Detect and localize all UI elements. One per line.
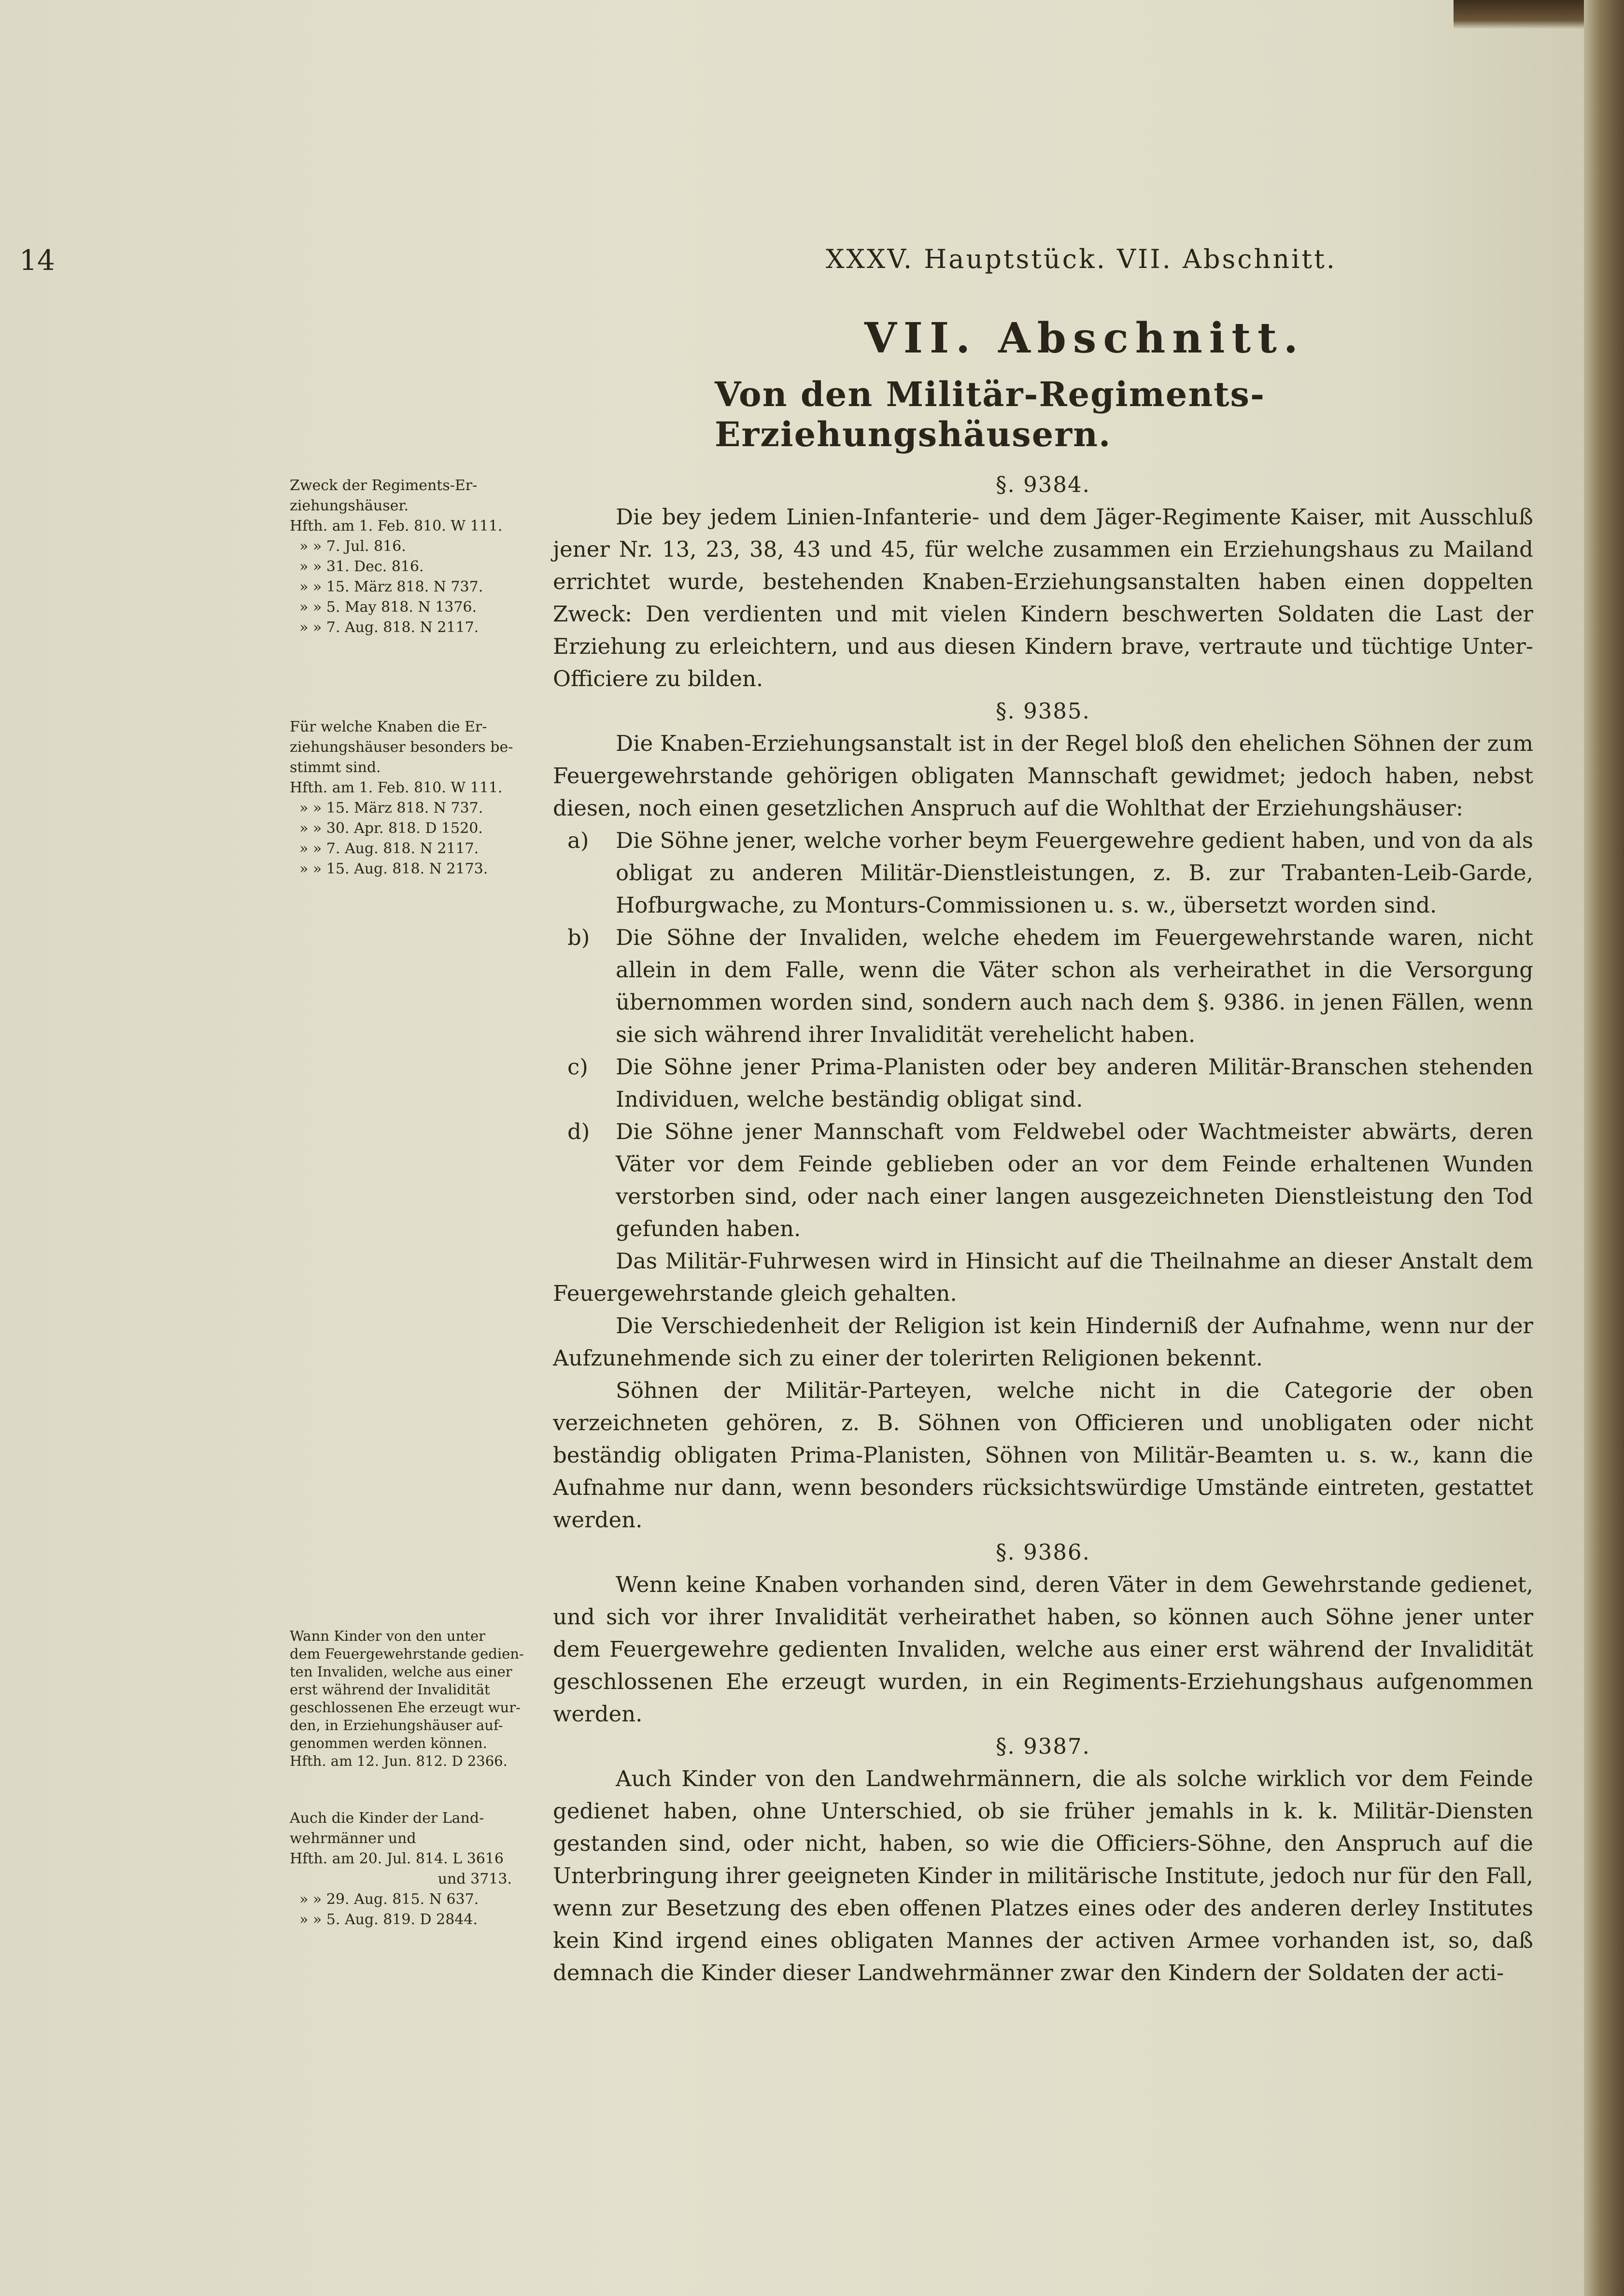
margin-line: Wann Kinder von den unter [290, 1628, 485, 1644]
page-number: 14 [19, 244, 55, 277]
chapter-subtitle: Von den Militär-Regiments-Erziehungshäusern. [715, 374, 1266, 454]
list-item-text: Die Söhne jener, welche vorher beym Feuergewehre gedient haben, und von da als obligat zu anderen Militär-Dienstleistungen, z. B. zur Trabanten-Leib-Garde, Hofburgwache, zu Monturs-Commissionen u. s. w., übersetzt worden sind. [616, 828, 1533, 918]
margin-line: Zweck der Regiments-Er- [290, 477, 478, 494]
chapter-title: VII. Abschnitt. [864, 314, 1305, 363]
margin-note-purpose [290, 476, 522, 638]
list-item [553, 824, 1533, 921]
section-heading-9384: §. 9384. [996, 472, 1090, 497]
margin-line: geschlossenen Ehe erzeugt wur- [290, 1699, 521, 1716]
margin-line: » » 15. März 818. N 737. [299, 800, 483, 817]
section-heading-9386: §. 9386. [996, 1539, 1090, 1565]
margin-line: Hfth. am 1. Feb. 810. W 111. [290, 518, 503, 535]
book-spine [1584, 0, 1624, 2296]
margin-line: Hfth. am 20. Jul. 814. L 3616 [290, 1850, 504, 1867]
margin-line: » » 5. Aug. 819. D 2844. [299, 1911, 478, 1928]
margin-line: genommen werden können. [290, 1735, 487, 1751]
margin-line: wehrmänner und [290, 1830, 416, 1847]
margin-line: Hfth. am 12. Jun. 812. D 2366. [290, 1753, 508, 1769]
main-text [553, 468, 1533, 1989]
margin-line: » » 7. Aug. 818. N 2117. [299, 619, 479, 636]
margin-line: Hfth. am 1. Feb. 810. W 111. [290, 779, 503, 796]
margin-line: dem Feuergewehrstande gedien- [290, 1646, 524, 1662]
paragraph-9386: Wenn keine Knaben vorhanden sind, deren Väter in dem Gewehrstande gedienet, und sich vor ihrer Invalidität verheirathet haben, so können auch Söhne jener unter dem Feuergewehre gedienten Invaliden, welche aus einer erst während der Invalidität geschlossenen Ehe erzeugt wurden, in ein Regiments-Erziehungshaus aufgenommen werden. [553, 1572, 1533, 1727]
section-heading-9385: §. 9385. [996, 698, 1090, 724]
margin-line: stimmt sind. [290, 759, 381, 776]
list-item [553, 1051, 1533, 1115]
running-title: XXXV. Hauptstück. VII. Abschnitt. [826, 244, 1337, 274]
page-edge-shadow [1454, 0, 1584, 29]
margin-line: ziehungshäuser. [290, 497, 409, 514]
margin-line: » » 31. Dec. 816. [299, 558, 424, 575]
paragraph-9385-intro: Die Knaben-Erziehungsanstalt ist in der Regel bloß den ehelichen Söhnen der zum Feuergewehrstande gehörigen obligaten Mannschaft gewidmet; jedoch haben, nebst diesen, noch einen gesetzlichen Anspruch auf die Wohlthat der Erziehungshäuser: [553, 731, 1533, 821]
margin-line: Auch die Kinder der Land- [290, 1810, 484, 1827]
margin-line: » » 29. Aug. 815. N 637. [299, 1891, 479, 1908]
paragraph-parteyen: Söhnen der Militär-Parteyen, welche nicht in die Categorie der oben verzeichneten gehören, z. B. Söhnen von Officieren und unobligaten oder nicht beständig obligaten Prima-Planisten, Söhnen von Militär-Beamten u. s. w., kann die Aufnahme nur dann, wenn besonders rücksichtswürdige Umstände eintreten, gestattet werden. [553, 1378, 1533, 1533]
list-item-label: d) [567, 1119, 590, 1144]
list-item-label: b) [567, 925, 590, 950]
list-item-label: c) [567, 1054, 588, 1080]
paragraph-9387: Auch Kinder von den Landwehrmännern, die als solche wirklich vor dem Feinde gedienet haben, ohne Unterschied, ob sie früher jemahls in k. k. Militär-Diensten gestanden sind, oder nicht, haben, so wie die Officiers-Söhne, den Anspruch auf die Unterbringung ihrer geeigneten Kinder in militärische Institute, jedoch nur für den Fall, wenn zur Besetzung des eben offenen Platzes eines oder des anderen derley Institutes kein Kind irgend eines obligaten Mannes der activen Armee vorhanden ist, so, daß demnach die Kinder dieser Landwehrmänner zwar den Kindern der Soldaten der acti- [553, 1766, 1533, 1986]
list-item [553, 1115, 1533, 1245]
margin-line: ziehungshäuser besonders be- [290, 739, 513, 756]
page-header [0, 244, 1589, 282]
margin-line: » » 15. März 818. N 737. [299, 578, 483, 595]
margin-line: ten Invaliden, welche aus einer [290, 1663, 512, 1680]
margin-note-eligibility [290, 717, 522, 879]
margin-line: Für welche Knaben die Er- [290, 718, 487, 735]
margin-line: » » 30. Apr. 818. D 1520. [299, 820, 483, 837]
margin-line: erst während der Invalidität [290, 1681, 490, 1698]
margin-line: » » 7. Aug. 818. N 2117. [299, 840, 479, 857]
paragraph-religion: Die Verschiedenheit der Religion ist kein Hinderniß der Aufnahme, wenn nur der Aufzunehmende sich zu einer der tolerirten Religionen bekennt. [553, 1313, 1533, 1371]
list-item [553, 921, 1533, 1051]
paragraph-9384: Die bey jedem Linien-Infanterie- und dem Jäger-Regimente Kaiser, mit Ausschluß jener Nr. 13, 23, 38, 43 und 45, für welche zusammen ein Erziehungshaus zu Mailand errichtet wurde, bestehenden Knaben-Erziehungsanstalten haben einen doppelten Zweck: Den verdienten und mit vielen Kindern beschwerten Soldaten die Last der Erziehung zu erleichtern, und aus diesen Kindern brave, vertraute und tüchtige Unter-Officiere zu bilden. [553, 504, 1533, 691]
margin-line: » » 7. Jul. 816. [299, 538, 406, 555]
margin-line: den, in Erziehungshäuser auf- [290, 1717, 503, 1733]
list-item-text: Die Söhne jener Mannschaft vom Feldwebel oder Wachtmeister abwärts, deren Väter vor dem Feinde geblieben oder an vor dem Feinde erhaltenen Wunden verstorben sind, oder nach einer langen ausgezeichneten Dienstleistung den Tod gefunden haben. [616, 1119, 1533, 1241]
margin-line: » » 15. Aug. 818. N 2173. [299, 860, 488, 877]
paragraph-fuhrwesen: Das Militär-Fuhrwesen wird in Hinsicht auf die Theilnahme an dieser Anstalt dem Feuergewehrstande gleich gehalten. [553, 1248, 1533, 1306]
margin-line: und 3713. [438, 1871, 512, 1888]
list-item-label: a) [567, 828, 589, 853]
section-heading-9387: §. 9387. [996, 1733, 1090, 1759]
list-item-text: Die Söhne jener Prima-Planisten oder bey anderen Militär-Branschen stehenden Individuen, welche beständig obligat sind. [616, 1054, 1533, 1112]
margin-note-invalids [290, 1627, 551, 1770]
margin-note-landwehr [290, 1808, 522, 1930]
margin-line: » » 5. May 818. N 1376. [299, 599, 477, 616]
list-item-text: Die Söhne der Invaliden, welche ehedem im Feuergewehrstande waren, nicht allein in dem Falle, wenn die Väter schon als verheirathet in die Versorgung übernommen worden sind, sondern auch nach dem §. 9386. in jenen Fällen, wenn sie sich während ihrer Invalidität verehelicht haben. [616, 925, 1533, 1047]
